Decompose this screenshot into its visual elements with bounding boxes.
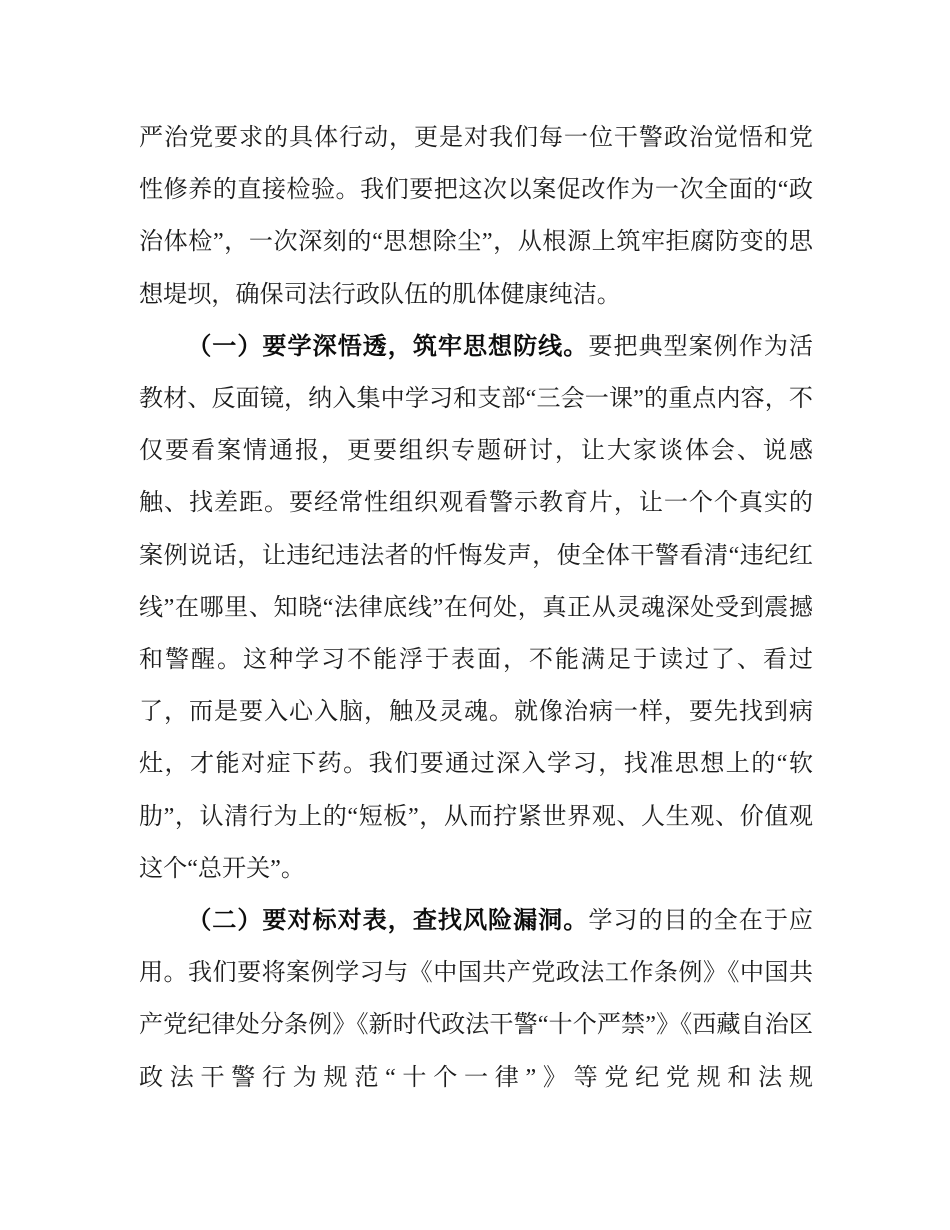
- section-heading-one: （一）要学深悟透，筑牢思想防线。: [187, 332, 589, 360]
- paragraph-text: 学习的目的全在于应用。我们要将案例学习与《中国共产党政法工作条例》《中国共产党纪律处分条例》《新时代政法干警“十个严禁”》《西藏自治区政法干警行为规范“十个一律”》等党纪党规和法规: [139, 908, 813, 1091]
- document-text-body: [139, 112, 813, 1156]
- paragraph-text: 要把典型案例作为活教材、反面镜，纳入集中学习和支部“三会一课”的重点内容，不仅要看案情通报，更要组织专题研讨，让大家谈体会、说感触、找差距。要经常性组织观看警示教育片，让一个个真实的案例说话，让违纪违法者的忏悔发声，使全体干警看清“违纪红线”在哪里、知晓“法律底线”在何处，真正从灵魂深处受到震撼和警醒。这种学习不能浮于表面，不能满足于读过了、看过了，而是要入心入脑，触及灵魂。就像治病一样，要先找到病灶，才能对症下药。我们要通过深入学习，找准思想上的“软肋”，认清行为上的“短板”，从而拧紧世界观、人生观、价值观这个“总开关”。: [139, 333, 813, 882]
- paragraph-continuation: [139, 112, 813, 321]
- section-heading-two: （二）要对标对表，查找风险漏洞。: [187, 907, 589, 935]
- paragraph-text: 严治党要求的具体行动，更是对我们每一位干警政治觉悟和党性修养的直接检验。我们要把这次以案促改作为一次全面的“政治体检”，一次深刻的“思想除尘”，从根源上筑牢拒腐防变的思想堤坝，确保司法行政队伍的肌体健康纯洁。: [139, 125, 813, 308]
- paragraph-section-one: [139, 321, 813, 895]
- paragraph-section-two: [139, 895, 813, 1156]
